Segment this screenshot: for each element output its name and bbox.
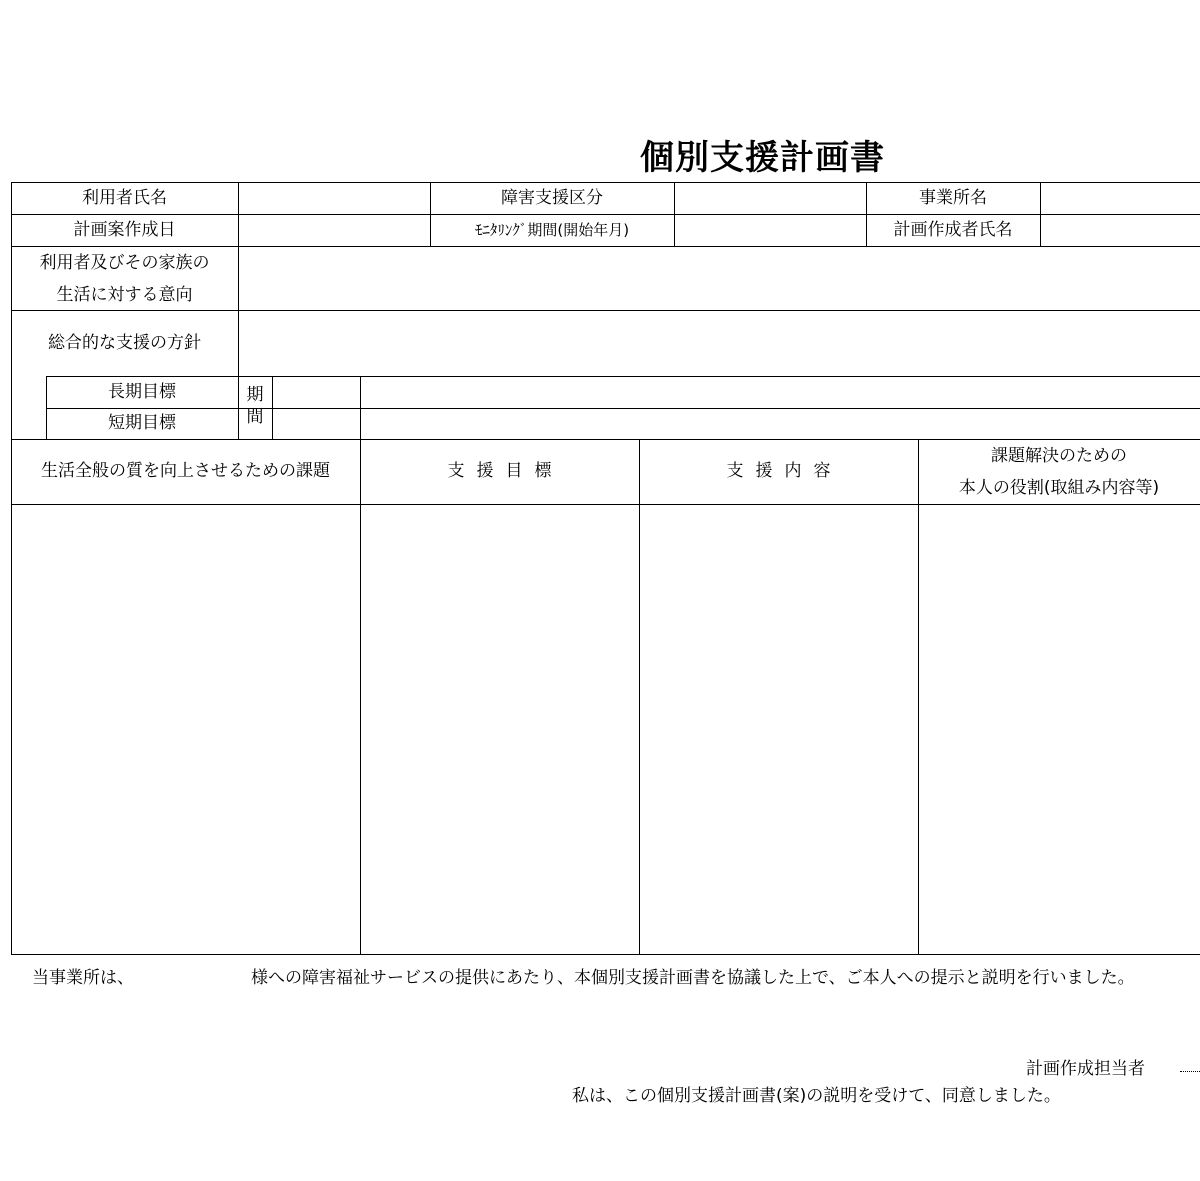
short-term-period-field[interactable] bbox=[273, 409, 360, 439]
period-label-char2: 間 bbox=[246, 406, 264, 427]
monitoring-period-field[interactable] bbox=[675, 215, 865, 246]
short-term-goal-field[interactable] bbox=[361, 409, 1200, 439]
support-category-label: 障害支援区分 bbox=[501, 187, 603, 208]
office-name-label: 事業所名 bbox=[919, 187, 987, 208]
role-body-cell[interactable] bbox=[919, 505, 1200, 954]
short-term-goal-label: 短期目標 bbox=[108, 413, 176, 433]
user-name-label: 利用者氏名 bbox=[82, 187, 167, 208]
issues-column-header: 生活全般の質を向上させるための課題 bbox=[41, 461, 330, 481]
document-title: 個別支援計画書 bbox=[640, 138, 885, 178]
intent-field[interactable] bbox=[239, 247, 1200, 310]
role-column-header-line2: 本人の役割(取組み内容等) bbox=[958, 477, 1160, 498]
role-column-header-line1: 課題解決のための bbox=[991, 445, 1127, 466]
long-term-period-field[interactable] bbox=[273, 377, 360, 408]
policy-field[interactable] bbox=[239, 311, 1200, 376]
support-content-body-cell[interactable] bbox=[640, 505, 918, 954]
long-term-goal-label: 長期目標 bbox=[108, 381, 176, 402]
planner-name-field[interactable] bbox=[1041, 215, 1200, 246]
office-statement-prefix: 当事業所は、 bbox=[32, 968, 134, 988]
plan-date-label: 計画案作成日 bbox=[73, 219, 176, 240]
issues-body-cell[interactable] bbox=[12, 505, 360, 954]
policy-label: 総合的な支援の方針 bbox=[48, 332, 201, 353]
planner-signature-line[interactable] bbox=[1180, 1071, 1200, 1072]
support-content-column-header: 支援内容 bbox=[726, 461, 843, 481]
office-statement-body: 様への障害福祉サービスの提供にあたり、本個別支援計画書を協議した上で、ご本人への提示と説明を行いました。 bbox=[251, 968, 1135, 988]
office-name-field[interactable] bbox=[1041, 183, 1200, 214]
intent-label-line2: 生活に対する意向 bbox=[56, 284, 193, 305]
period-label-char1: 期 bbox=[246, 384, 264, 405]
long-term-goal-field[interactable] bbox=[361, 377, 1200, 408]
user-name-field[interactable] bbox=[239, 183, 429, 214]
support-goals-body-cell[interactable] bbox=[361, 505, 639, 954]
support-category-field[interactable] bbox=[675, 183, 865, 214]
intent-label-line1: 利用者及びその家族の bbox=[39, 252, 210, 273]
consent-statement: 私は、この個別支援計画書(案)の説明を受けて、同意しました。 bbox=[572, 1086, 1061, 1106]
support-goals-column-header: 支援目標 bbox=[447, 461, 564, 481]
planner-signature-label: 計画作成担当者 bbox=[1026, 1059, 1145, 1079]
planner-name-label: 計画作成者氏名 bbox=[893, 219, 1013, 240]
monitoring-period-label: ﾓﾆﾀﾘﾝｸﾞ期間(開始年月) bbox=[474, 220, 630, 239]
plan-date-field[interactable] bbox=[239, 215, 429, 246]
